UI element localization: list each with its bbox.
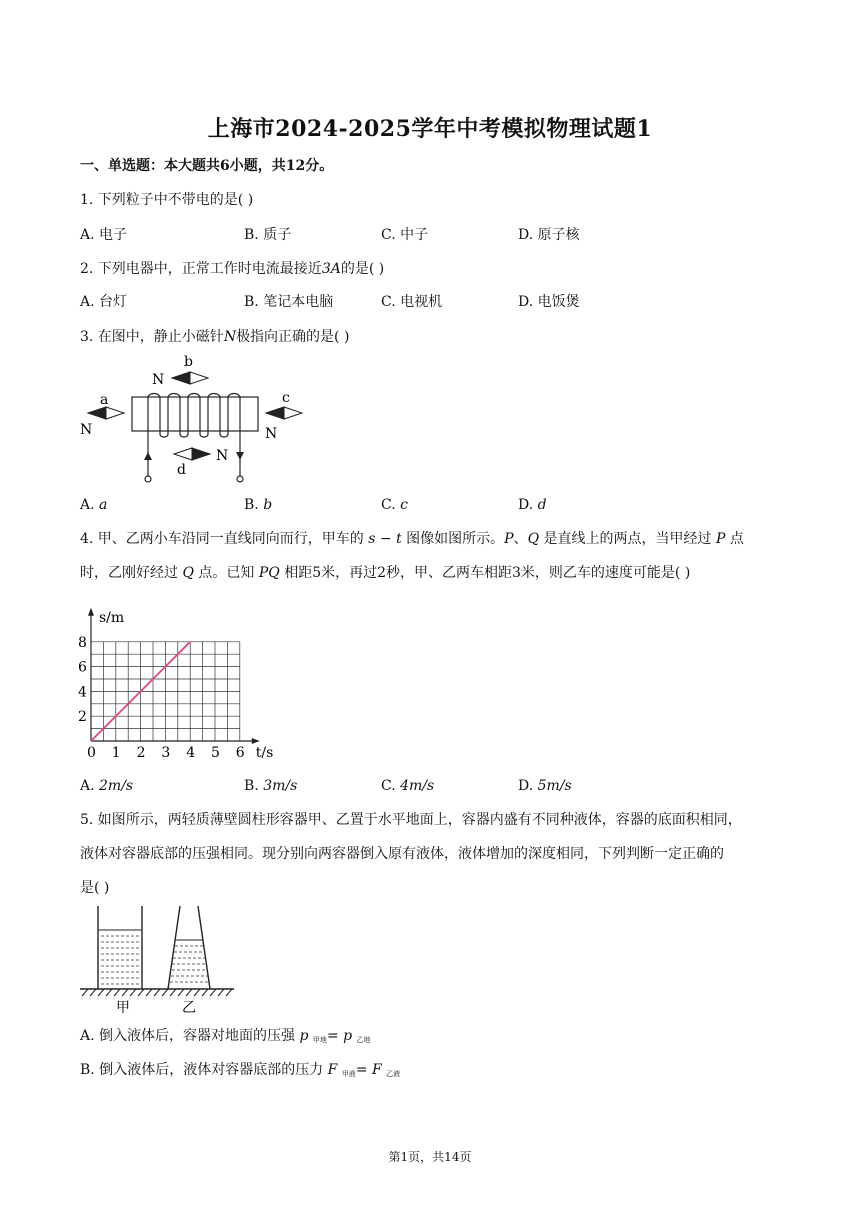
- x-tick-label: 4: [186, 745, 196, 761]
- compass-b: [172, 372, 208, 384]
- y-axis-arrow: [88, 608, 94, 616]
- q2-option-d: D. 电饭煲: [518, 294, 580, 310]
- q4-option-c: C. 4m/s: [381, 778, 435, 794]
- x-tick-label: 2: [136, 745, 146, 761]
- y-tick-label: 8: [78, 634, 87, 651]
- x-tick-label: 1: [111, 745, 121, 761]
- question-2-stem: 2. 下列电器中，正常工作时电流最接近3A的是( ): [80, 261, 385, 277]
- ground-hatching: [82, 989, 232, 996]
- x-axis-arrow: [252, 738, 260, 744]
- terminal-left: [145, 476, 151, 482]
- q2-option-b: B. 笔记本电脑: [244, 294, 334, 310]
- q4-option-d: D. 5m/s: [518, 778, 572, 794]
- label-yi: 乙: [182, 1000, 196, 1016]
- current-arrow-down: [236, 452, 244, 460]
- page-footer: 第1页，共14页: [388, 1150, 472, 1164]
- pole-label-d: N: [216, 448, 229, 464]
- label-b: b: [184, 354, 193, 370]
- q1-option-d: D. 原子核: [518, 227, 580, 243]
- compass-d: [174, 448, 210, 460]
- question-4-line-2: 时，乙刚好经过 Q 点。已知 PQ 相距5米，再过2秒，甲、乙两车相距3米，则乙车的速度可能是( ): [80, 565, 691, 581]
- terminal-right: [237, 476, 243, 482]
- label-jia: 甲: [116, 1000, 130, 1016]
- question-4-line-1: 4. 甲、乙两小车沿同一直线同向而行，甲车的 s − t 图像如图所示。P、Q 是直线上的两点，当甲经过 P 点: [80, 531, 744, 547]
- chart-grid: [91, 642, 240, 741]
- q5-option-a: A. 倒入液体后，容器对地面的压强 p $_{甲地}$= p $_{乙地}$: [80, 1028, 371, 1044]
- q3-option-d: D. d: [518, 497, 547, 513]
- question-5-line-2: 液体对容器底部的压强相同。现分别向两容器倒入原有液体，液体增加的深度相同，下列判断一定正确的: [80, 846, 724, 862]
- solenoid-figure: [76, 348, 316, 488]
- q1-option-c: C. 中子: [381, 227, 429, 243]
- x-tick-label: 6: [235, 745, 245, 761]
- chart-ticks: [78, 635, 245, 761]
- chart-axes: [88, 608, 260, 744]
- pole-label-c: N: [265, 426, 278, 442]
- q1-option-b: B. 质子: [244, 227, 292, 243]
- question-1-stem: 1. 下列粒子中不带电的是( ): [80, 192, 254, 208]
- solenoid-core: [132, 397, 258, 431]
- x-tick-label: 5: [211, 745, 220, 761]
- x-tick-label: 3: [161, 745, 171, 761]
- x-tick-label: 0: [87, 745, 96, 761]
- y-tick-label: 2: [78, 709, 87, 726]
- x-axis-label: t/s: [255, 745, 274, 761]
- label-c: c: [282, 390, 290, 406]
- y-tick-label: 6: [78, 659, 87, 676]
- s-t-chart: [76, 596, 276, 766]
- question-5-line-3: 是( ): [80, 880, 110, 896]
- label-a: a: [100, 392, 109, 408]
- container-yi: [168, 906, 210, 989]
- q4-option-b: B. 3m/s: [244, 778, 298, 794]
- section-heading: 一、单选题：本大题共6小题，共12分。: [80, 158, 334, 174]
- q3-option-a: A. a: [80, 497, 108, 513]
- containers-figure: [78, 902, 238, 1020]
- label-d: d: [177, 462, 186, 478]
- question-3-stem: 3. 在图中，静止小磁针N极指向正确的是( ): [80, 329, 350, 345]
- question-5-line-1: 5. 如图所示，两轻质薄壁圆柱形容器甲、乙置于水平地面上，容器内盛有不同种液体，容器的底面积相同，: [80, 812, 742, 828]
- q3-option-b: B. b: [244, 497, 273, 513]
- q1-option-a: A. 电子: [80, 227, 128, 243]
- page-title: 上海市2024-2025学年中考模拟物理试题1: [207, 116, 653, 142]
- pole-label-a: N: [80, 422, 93, 438]
- pole-label-b: N: [152, 372, 165, 388]
- compass-c: [266, 407, 302, 419]
- q2-option-c: C. 电视机: [381, 294, 443, 310]
- q5-option-b: B. 倒入液体后，液体对容器底部的压力 F $_{甲液}$= F $_{乙液}$: [80, 1062, 401, 1078]
- q4-option-a: A. 2m/s: [80, 778, 134, 794]
- container-jia: [98, 906, 142, 989]
- q3-option-c: C. c: [381, 497, 408, 513]
- q2-option-a: A. 台灯: [80, 294, 128, 310]
- y-axis-label: s/m: [99, 609, 125, 626]
- y-tick-label: 4: [78, 684, 87, 701]
- compass-a: [88, 407, 124, 419]
- current-arrow-up: [144, 452, 152, 460]
